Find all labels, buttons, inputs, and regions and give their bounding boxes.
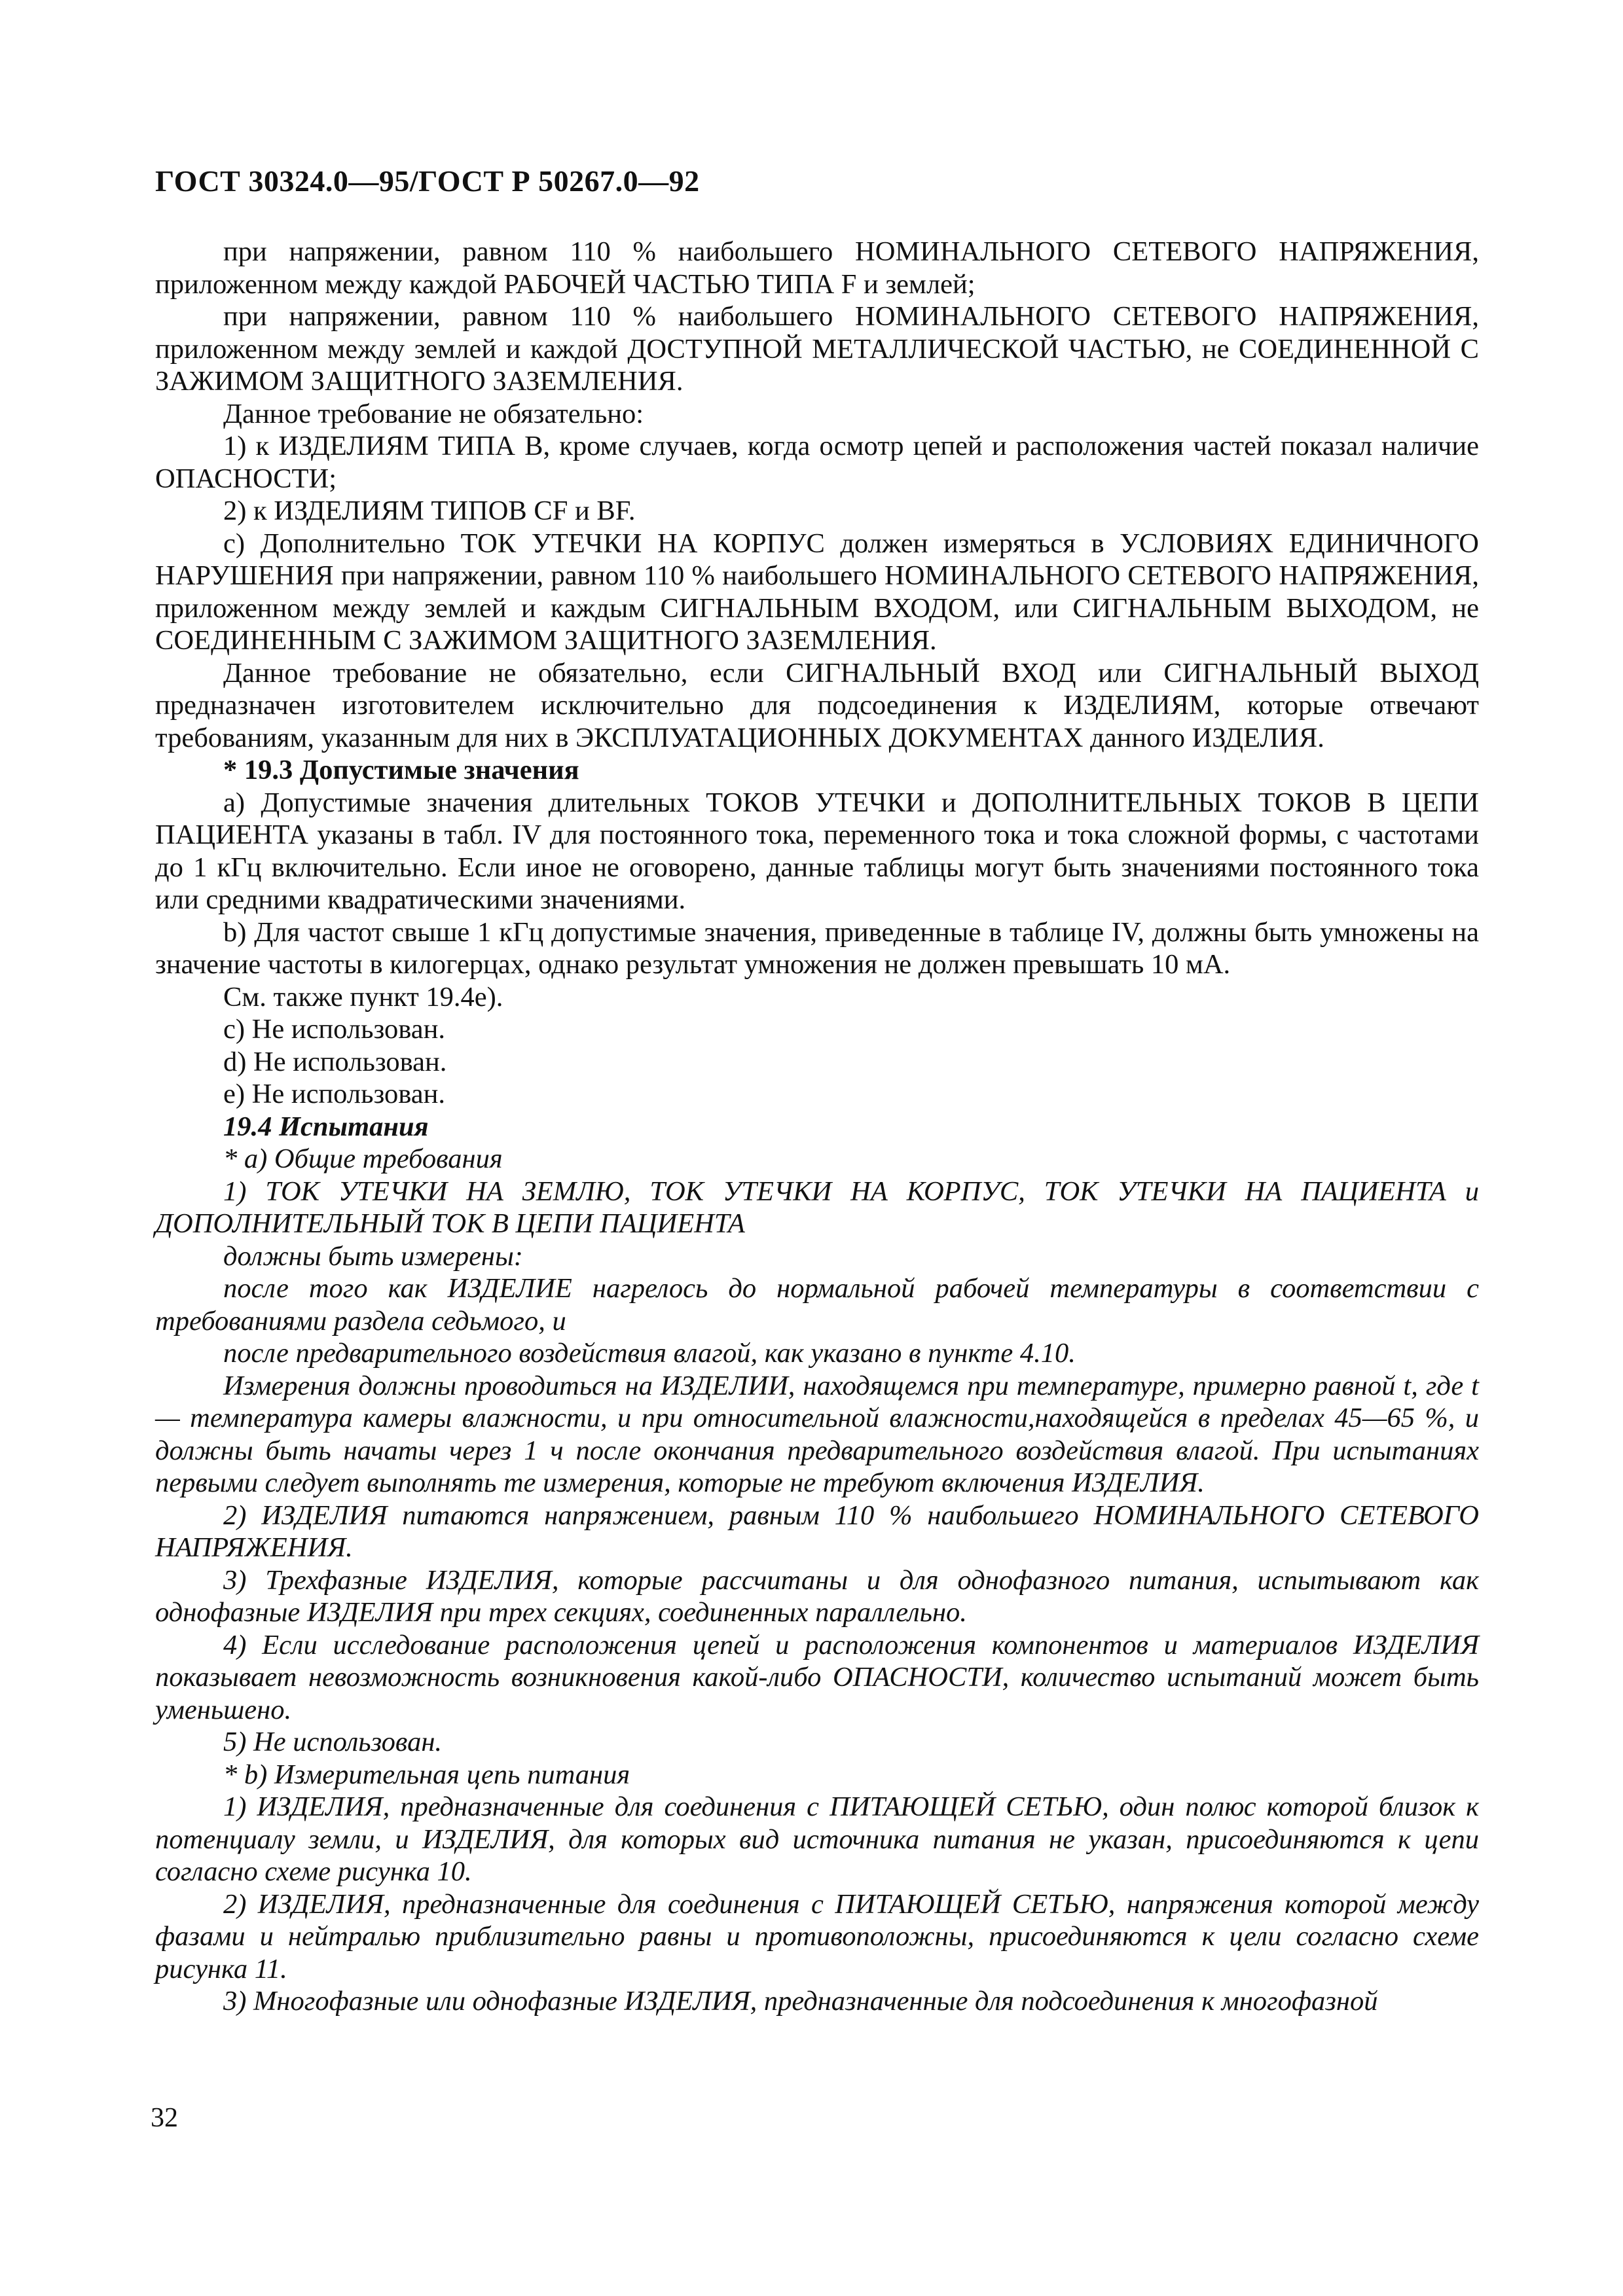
paragraph: 1) к ИЗДЕЛИЯМ ТИПА В, кроме случаев, когда осмотр цепей и расположения частей показал наличие ОПАСНОСТИ; (155, 431, 1479, 494)
paragraph: d) Не использован. (223, 1046, 447, 1077)
paragraph: а) Допустимые значения длительных ТОКОВ УТЕЧКИ и ДОПОЛНИТЕЛЬНЫХ ТОКОВ В ЦЕПИ ПАЦИЕНТА указаны в табл. IV для постоянного тока, переменного тока и тока сложной формы, с частотами до 1 кГц включительно. Если иное не оговорено, данные таблицы могут быть значениями постоянного тока или средними квадратическими значениями. (155, 787, 1479, 915)
paragraph: с) Дополнительно ТОК УТЕЧКИ НА КОРПУС должен измеряться в УСЛОВИЯХ ЕДИНИЧНОГО НАРУШЕНИЯ при напряжении, равном 110 % наибольшего НОМИНАЛЬНОГО СЕТЕВОГО НАПРЯЖЕНИЯ, приложенном между землей и каждым СИГНАЛЬНЫМ ВХОДОМ, или СИГНАЛЬНЫМ ВЫХОДОМ, не СОЕДИНЕННЫМ С ЗАЖИМОМ ЗАЩИТНОГО ЗАЗЕМЛЕНИЯ. (155, 528, 1479, 656)
paragraph: 1) ТОК УТЕЧКИ НА ЗЕМЛЮ, ТОК УТЕЧКИ НА КОРПУС, ТОК УТЕЧКИ НА ПАЦИЕНТА и ДОПОЛНИТЕЛЬНЫЙ ТОК В ЦЕПИ ПАЦИЕНТА (155, 1175, 1479, 1239)
paragraph: 1) ИЗДЕЛИЯ, предназначенные для соединения с ПИТАЮЩЕЙ СЕТЬЮ, один полюс которой близок к потенциалу земли, и ИЗДЕЛИЯ, для которых вид источника питания не указан, присоединяются к цепи согласно схеме рисунка 10. (155, 1791, 1479, 1887)
paragraph: 2) к ИЗДЕЛИЯМ ТИПОВ CF и BF. (223, 495, 636, 526)
paragraph: при напряжении, равном 110 % наибольшего НОМИНАЛЬНОГО СЕТЕВОГО НАПРЯЖЕНИЯ, приложенном между каждой РАБОЧЕЙ ЧАСТЬЮ ТИПА F и землей; (155, 236, 1479, 300)
paragraph: Измерения должны проводиться на ИЗДЕЛИИ, находящемся при температуре, примерно равной t, где t — температура камеры влажности, и при относительной влажности,находящейся в пределах 45—65 %, и должны быть начаты через 1 ч после окончания предварительного воздействия влагой. При испытаниях первыми следует выполнять те измерения, которые не требуют включения ИЗДЕЛИЯ. (155, 1370, 1479, 1498)
paragraph: 2) ИЗДЕЛИЯ питаются напряжением, равным 110 % наибольшего НОМИНАЛЬНОГО СЕТЕВОГО НАПРЯЖЕНИЯ. (155, 1499, 1479, 1563)
paragraph: Данное требование не обязательно, если СИГНАЛЬНЫЙ ВХОД или СИГНАЛЬНЫЙ ВЫХОД предназначен изготовителем исключительно для подсоединения к ИЗДЕЛИЯМ, которые отвечают требованиям, указанным для них в ЭКСПЛУАТАЦИОННЫХ ДОКУМЕНТАХ данного ИЗДЕЛИЯ. (155, 657, 1479, 753)
paragraph: е) Не использован. (223, 1079, 445, 1109)
paragraph: Данное требование не обязательно: (223, 398, 644, 429)
paragraph: после предварительного воздействия влагой, как указано в пункте 4.10. (223, 1338, 1076, 1369)
paragraph: См. также пункт 19.4е). (223, 981, 503, 1013)
paragraph: 3) Трехфазные ИЗДЕЛИЯ, которые рассчитаны и для однофазного питания, испытывают как однофазные ИЗДЕЛИЯ при трех секциях, соединенных параллельно. (155, 1564, 1479, 1628)
document-header: ГОСТ 30324.0—95/ГОСТ Р 50267.0—92 (155, 164, 700, 198)
subsection-heading: * b) Измерительная цепь питания (223, 1759, 630, 1790)
paragraph: 2) ИЗДЕЛИЯ, предназначенные для соединения с ПИТАЮЩЕЙ СЕТЬЮ, напряжения которой между фазами и нейтралью приблизительно равны и противоположны, присоединяются к цели согласно схеме рисунка 11. (155, 1888, 1479, 1984)
paragraph: с) Не использован. (223, 1014, 445, 1045)
page-number: 32 (151, 2103, 178, 2133)
document-body (155, 236, 1479, 2018)
paragraph: должны быть измерены: (223, 1240, 523, 1272)
paragraph: при напряжении, равном 110 % наибольшего НОМИНАЛЬНОГО СЕТЕВОГО НАПРЯЖЕНИЯ, приложенном между землей и каждой ДОСТУПНОЙ МЕТАЛЛИЧЕСКОЙ ЧАСТЬЮ, не СОЕДИНЕННОЙ С ЗАЖИМОМ ЗАЩИТНОГО ЗАЗЕМЛЕНИЯ. (155, 301, 1479, 397)
subsection-heading: * а) Общие требования (223, 1143, 503, 1174)
paragraph: 3) Многофазные или однофазные ИЗДЕЛИЯ, предназначенные для подсоединения к многофазной (223, 1986, 1378, 2017)
paragraph: 5) Не использован. (223, 1727, 443, 1757)
section-heading: 19.4 Испытания (223, 1111, 429, 1142)
section-heading: * 19.3 Допустимые значения (223, 755, 579, 785)
paragraph: после того как ИЗДЕЛИЕ нагрелось до нормальной рабочей температуры в соответствии с требованиями раздела седьмого, и (155, 1273, 1479, 1336)
paragraph: 4) Если исследование расположения цепей и расположения компонентов и материалов ИЗДЕЛИЯ показывает невозможность возникновения какой-либо ОПАСНОСТИ, количество испытаний может быть уменьшено. (155, 1629, 1479, 1725)
paragraph: b) Для частот свыше 1 кГц допустимые значения, приведенные в таблице IV, должны быть умножены на значение частоты в килогерцах, однако результат умножения не должен превышать 10 мА. (155, 916, 1479, 980)
